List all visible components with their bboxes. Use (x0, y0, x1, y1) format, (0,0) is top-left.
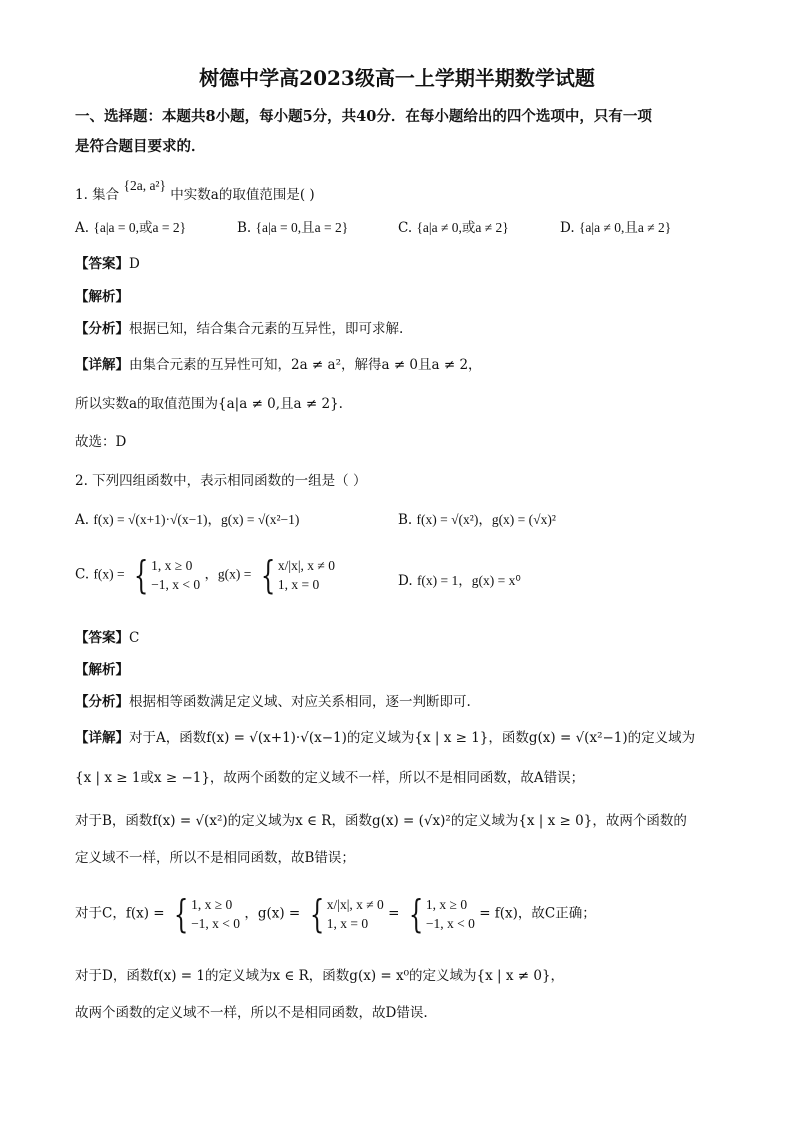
q1-suffix: 中实数a的取值范围是( ) (170, 187, 315, 203)
q2-option-a-label: A. (75, 512, 90, 528)
q2-option-c-g: ，g(x) = (204, 566, 252, 582)
brace-icon: { (408, 892, 424, 936)
q1-option-d-label: D. (560, 220, 575, 236)
q2-detail-c-post: = f(x)，故C正确； (479, 905, 596, 922)
q1-option-c (398, 218, 509, 238)
q2-detail-c-r-case2: −1, x < 0 (425, 916, 475, 931)
q2-detail-a-text1: 对于A，函数f(x) = √(x+1)·√(x−1)的定义域为{x | x ≥ 1}，函数g(x) = √(x²−1)的定义域为 (129, 730, 696, 746)
section-heading-line1: 一、选择题：本题共8小题，每小题5分，共40分．在每小题给出的四个选项中，只有一项 (75, 108, 652, 125)
q1-answer (75, 254, 140, 274)
q1-choice: 故选：D (75, 434, 127, 450)
q2-detail-c-g-piecewise (305, 892, 384, 936)
q1-option-d (560, 218, 671, 238)
q2-detail-c-pre: 对于C，f(x) = (75, 905, 165, 922)
brace-icon: { (260, 553, 276, 597)
q2-option-a-text: f(x) = √(x+1)·√(x−1)，g(x) = √(x²−1) (93, 512, 300, 527)
q2-fenxi-tag: 【分析】 (75, 694, 129, 710)
q1-xiangjie (75, 355, 482, 375)
q2-detail-a-line1 (75, 728, 695, 748)
q1-stem (75, 178, 315, 205)
q2-detail-c (75, 892, 596, 936)
q2-option-b-label: B. (398, 512, 413, 528)
q2-detail-c-g-case1: x/|x|, x ≠ 0 (326, 897, 384, 912)
q1-fenxi-text: 根据已知，结合集合元素的互异性，即可求解. (129, 321, 404, 337)
q1-option-b (237, 218, 348, 238)
q2-option-c-g-case1: x/|x|, x ≠ 0 (277, 558, 335, 573)
section-heading-line2: 是符合题目要求的． (75, 138, 206, 155)
q2-stem: 2. 下列四组函数中，表示相同函数的一组是（ ） (75, 473, 367, 489)
q2-answer-value: C (129, 630, 140, 646)
q1-xiangjie-tag: 【详解】 (75, 357, 129, 373)
q2-option-d-text: f(x) = 1，g(x) = x⁰ (416, 573, 521, 588)
q2-option-c-label: C. (75, 566, 90, 583)
q2-detail-c-mid: ，g(x) = (244, 905, 301, 922)
q2-detail-c-result-piecewise (404, 892, 475, 936)
q2-detail-d-line1: 对于D，函数f(x) = 1的定义域为x ∈ R，函数g(x) = x⁰的定义域为{x | x ≠ 0}， (75, 968, 565, 984)
q2-option-b-text: f(x) = √(x²)，g(x) = (√x)² (416, 512, 556, 527)
q2-detail-c-g-case2: 1, x = 0 (326, 916, 369, 931)
q2-detail-c-f-case2: −1, x < 0 (191, 916, 241, 931)
q2-option-c-g-case2: 1, x = 0 (277, 577, 320, 592)
brace-icon: { (309, 892, 324, 936)
brace-icon: { (173, 892, 189, 936)
q1-option-a-label: A. (75, 220, 90, 236)
q1-answer-value: D (129, 256, 140, 272)
q2-option-b (398, 510, 556, 530)
q2-detail-c-eq: = (388, 905, 400, 922)
q1-option-c-label: C. (398, 220, 413, 236)
q2-option-a (75, 510, 299, 530)
q2-detail-c-r-case1: 1, x ≥ 0 (425, 897, 468, 912)
q1-option-b-text: {a|a = 0,且a = 2} (255, 220, 349, 235)
q1-option-c-text: {a|a ≠ 0,或a ≠ 2} (416, 220, 509, 235)
q2-option-c-f-piecewise (129, 553, 201, 597)
q2-option-d (398, 571, 521, 591)
q2-option-c-f-case2: −1, x < 0 (151, 577, 201, 592)
q2-fenxi-text: 根据相等函数满足定义域、对应关系相同，逐一判断即可. (129, 694, 471, 710)
q2-detail-b-line2: 定义域不一样，所以不是相同函数，故B错误； (75, 850, 355, 866)
q1-conclusion: 所以实数a的取值范围为{a|a ≠ 0,且a ≠ 2}. (75, 396, 343, 412)
q1-option-a-text: {a|a = 0,或a = 2} (93, 220, 187, 235)
q2-analysis-tag: 【解析】 (75, 662, 129, 678)
brace-icon: { (133, 553, 149, 597)
q2-fenxi (75, 692, 471, 712)
q2-option-c (75, 553, 335, 597)
q1-prefix: 1. 集合 (75, 187, 120, 203)
q2-detail-c-f-case1: 1, x ≥ 0 (191, 897, 233, 912)
q2-answer (75, 628, 139, 648)
q2-detail-a-line2: {x | x ≥ 1或x ≥ −1}，故两个函数的定义域不一样，所以不是相同函数，故A错误； (75, 770, 585, 786)
q2-detail-d-line2: 故两个函数的定义域不一样，所以不是相同函数，故D错误. (75, 1005, 428, 1021)
q1-option-b-label: B. (237, 220, 252, 236)
q1-fenxi (75, 319, 403, 339)
q1-answer-tag: 【答案】 (75, 256, 129, 272)
q2-detail-c-f-piecewise (169, 892, 241, 936)
q2-xiangjie-tag: 【详解】 (75, 730, 129, 746)
q1-fenxi-tag: 【分析】 (75, 321, 129, 337)
q1-option-a (75, 218, 186, 238)
q2-option-c-f: f(x) = (93, 566, 125, 582)
q1-option-d-text: {a|a ≠ 0,且a ≠ 2} (578, 220, 672, 235)
q2-option-c-f-case1: 1, x ≥ 0 (151, 558, 193, 573)
q1-analysis-tag: 【解析】 (75, 289, 129, 305)
q1-xiangjie-text: 由集合元素的互异性可知，2a ≠ a²，解得a ≠ 0且a ≠ 2， (129, 357, 482, 373)
q1-set: {2a, a²} (123, 178, 166, 193)
q2-answer-tag: 【答案】 (75, 630, 129, 646)
q2-option-d-label: D. (398, 573, 413, 589)
page-title: 树德中学高2023级高一上学期半期数学试题 (199, 66, 595, 90)
q2-detail-b-line1: 对于B，函数f(x) = √(x²)的定义域为x ∈ R，函数g(x) = (√x)²的定义域为{x | x ≥ 0}，故两个函数的 (75, 813, 687, 829)
q2-option-c-g-piecewise (256, 553, 335, 597)
